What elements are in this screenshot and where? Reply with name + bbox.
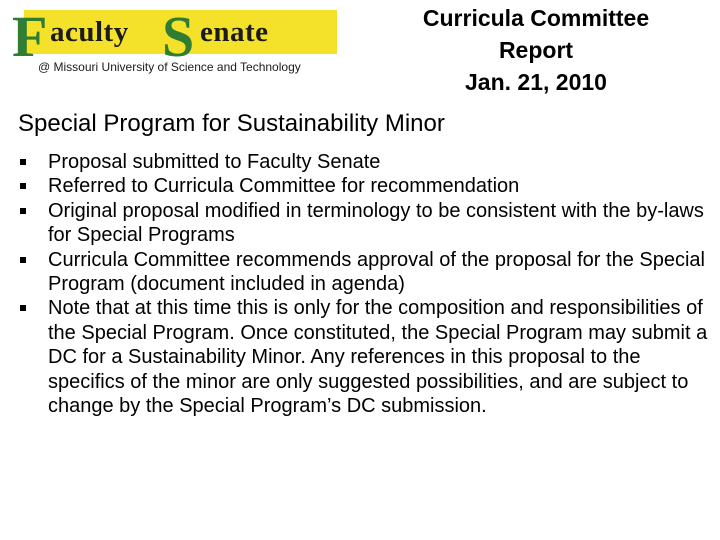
bullet-item	[18, 199, 708, 248]
bullet-text: Note that at this time this is only for the composition and responsibilities of the Special Program. Once constituted, the Special Program may submit a DC for a Sustainability Minor. Any references in this proposal to the specifics of the minor are only suggested possibilities, and are subject to change by the Special Program’s DC submission.	[48, 297, 708, 418]
bullet-text: Original proposal modified in terminology to be consistent with the by-laws for Special Programs	[48, 199, 704, 247]
square-bullet-icon	[20, 183, 26, 189]
bullet-item	[18, 248, 708, 297]
square-bullet-icon	[20, 159, 26, 165]
square-bullet-icon	[20, 208, 26, 214]
section-heading: Special Program for Sustainability Minor	[18, 110, 445, 137]
logo-word-faculty: aculty	[50, 16, 129, 48]
bullet-text: Proposal submitted to Faculty Senate	[48, 151, 381, 173]
bullet-text: Referred to Curricula Committee for recommendation	[48, 175, 520, 198]
logo-subtitle: @ Missouri University of Science and Technology	[38, 60, 301, 74]
title-line-1: Curricula Committee	[422, 5, 650, 31]
bullet-item	[18, 150, 708, 174]
bullet-text: Curricula Committee recommends approval of the proposal for the Special Program (document included in agenda)	[48, 248, 705, 296]
logo-initial-f: F	[12, 4, 48, 69]
bullet-item	[18, 174, 708, 198]
title-line-3: Jan. 21, 2010	[465, 69, 607, 95]
logo-word-senate: enate	[200, 16, 269, 48]
logo-initial-s: S	[162, 4, 195, 69]
bullet-item	[18, 296, 708, 418]
square-bullet-icon	[20, 305, 26, 311]
faculty-senate-logo	[12, 4, 337, 80]
report-title	[350, 2, 720, 98]
title-line-2: Report	[498, 37, 574, 63]
square-bullet-icon	[20, 257, 26, 263]
bullet-list	[18, 150, 708, 418]
